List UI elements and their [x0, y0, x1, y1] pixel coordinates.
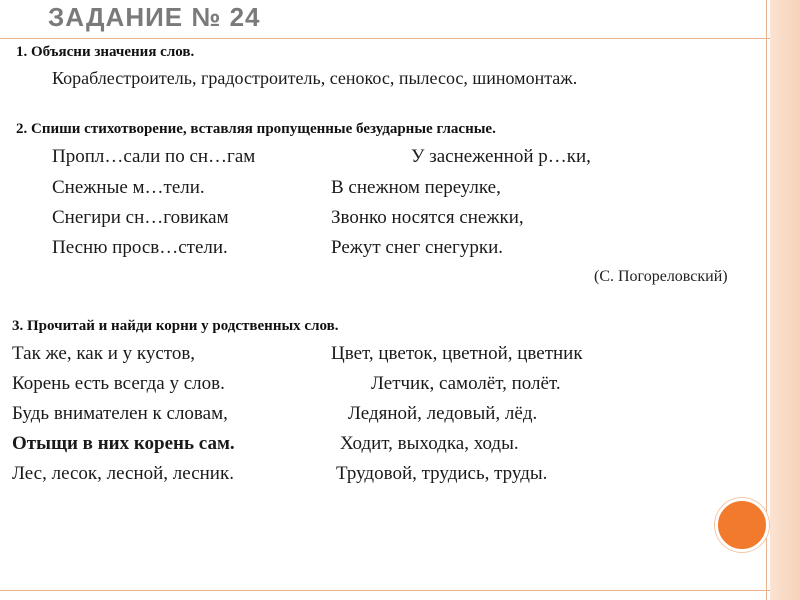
- poem-line-left-4: Песню просв…стели.: [52, 237, 228, 258]
- poem-attribution: (С. Погореловский): [594, 268, 728, 285]
- word-group-5: Трудовой, трудись, труды.: [336, 463, 548, 484]
- divider-bottom: [0, 590, 770, 591]
- verse-line-5: Лес, лесок, лесной, лесник.: [12, 463, 234, 484]
- poem-line-right-2: В снежном переулке,: [331, 177, 501, 198]
- page-title: ЗАДАНИЕ № 24: [48, 2, 261, 32]
- task1-words: Кораблестроитель, градостроитель, сенокос, пылесос, шиномонтаж.: [52, 68, 578, 88]
- orange-circle-decoration: [715, 498, 769, 552]
- poem-line-left-3: Снегири сн…говикам: [52, 207, 229, 228]
- poem-line-right-4: Режут снег снегурки.: [331, 237, 503, 258]
- verse-line-4: Отыщи в них корень сам.: [12, 433, 235, 454]
- task2-heading: 2. Спиши стихотворение, вставляя пропущенные безударные гласные.: [16, 121, 496, 137]
- verse-line-2: Корень есть всегда у слов.: [12, 373, 225, 394]
- poem-line-right-3: Звонко носятся снежки,: [331, 207, 524, 228]
- poem-line-right-1: У заснеженной р…ки,: [411, 146, 591, 167]
- task3-heading: 3. Прочитай и найди корни у родственных слов.: [12, 318, 339, 334]
- poem-line-left-2: Снежные м…тели.: [52, 177, 205, 198]
- divider-vertical: [766, 0, 767, 600]
- verse-line-1: Так же, как и у кустов,: [12, 343, 196, 364]
- divider-top: [0, 38, 770, 39]
- verse-line-3: Будь внимателен к словам,: [12, 403, 228, 424]
- word-group-4: Ходит, выходка, ходы.: [340, 433, 519, 454]
- word-group-1: Цвет, цветок, цветной, цветник: [331, 343, 583, 364]
- decorative-side-band: [770, 0, 800, 600]
- word-group-2: Летчик, самолёт, полёт.: [371, 373, 561, 394]
- poem-line-left-1: Пропл…сали по сн…гам: [52, 146, 256, 167]
- task1-heading: 1. Объясни значения слов.: [16, 44, 195, 60]
- word-group-3: Ледяной, ледовый, лёд.: [348, 403, 538, 424]
